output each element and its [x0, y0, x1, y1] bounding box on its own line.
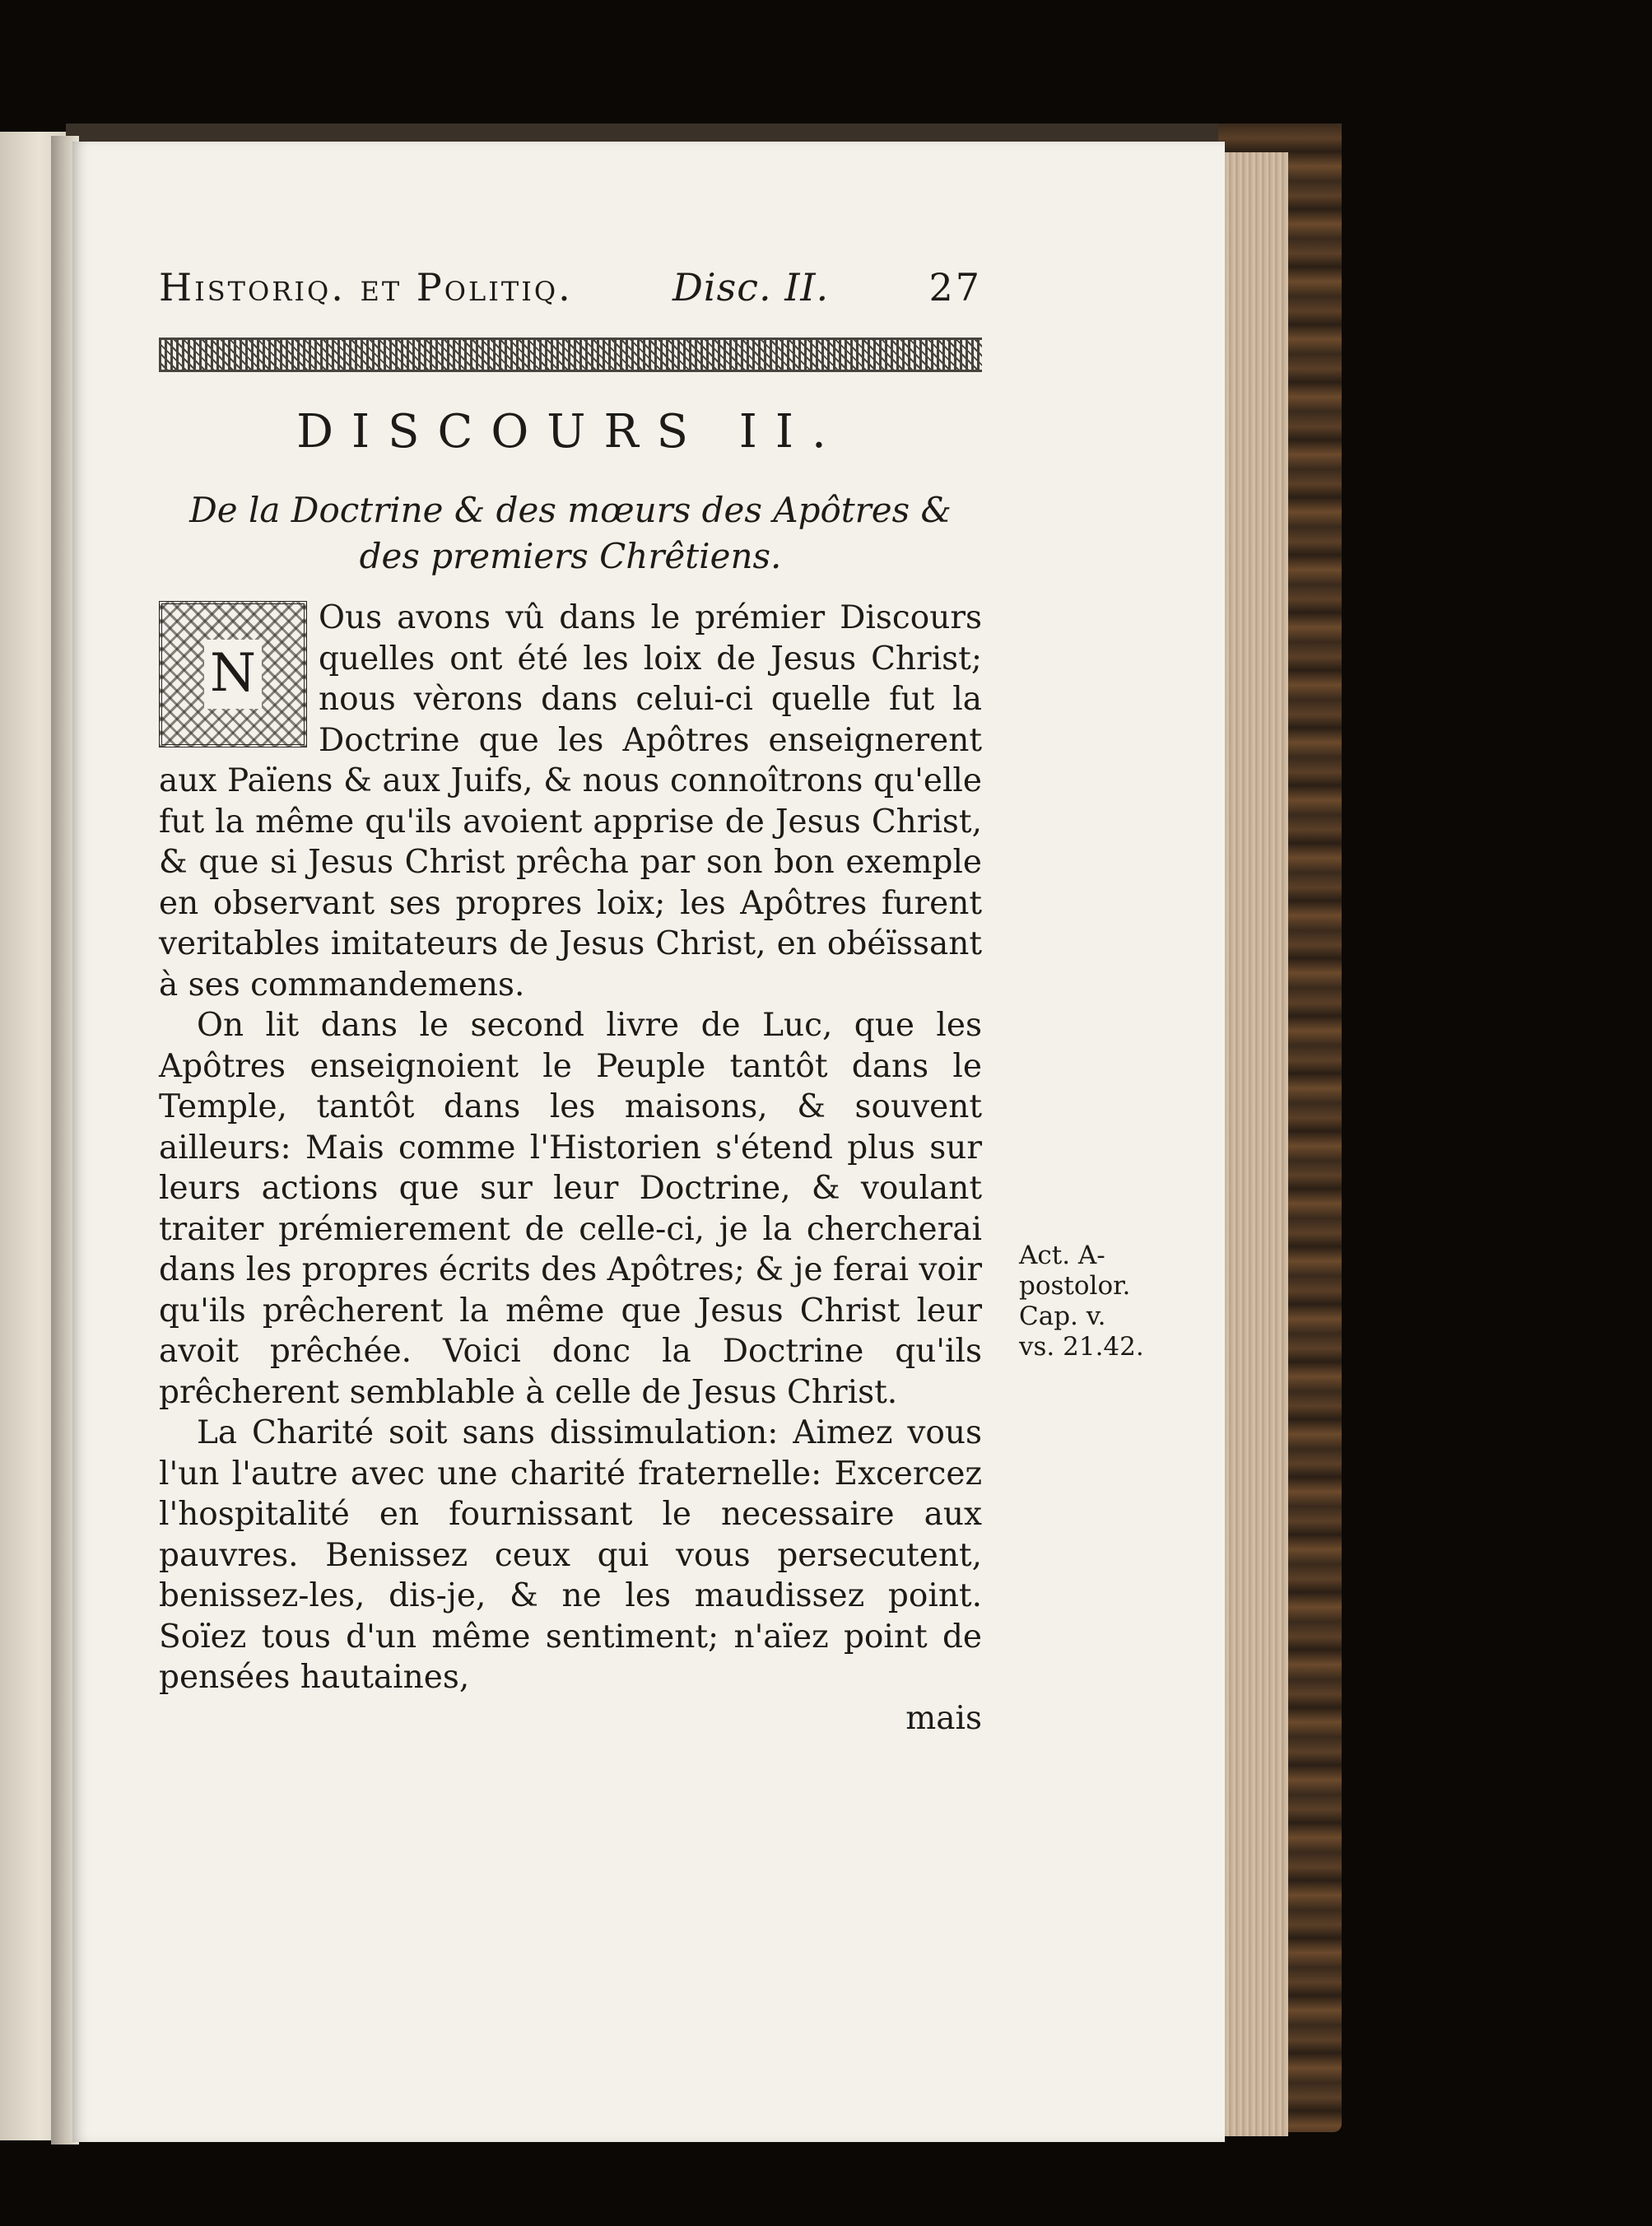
- catchword: mais: [905, 1699, 982, 1737]
- running-head-discourse: Disc. II.: [672, 265, 830, 310]
- margin-note: [1019, 1241, 1159, 1362]
- body-text: [159, 598, 982, 1739]
- chapter-title: DISCOURS II.: [296, 405, 845, 459]
- headpiece-ornament: [159, 338, 982, 372]
- drop-cap-ornament: [159, 601, 307, 747]
- chapter-subtitle: De la Doctrine & des mœurs des Apôtres & des premiers Chrêtiens.: [189, 490, 952, 576]
- margin-note-line: vs. 21.42.: [1019, 1332, 1144, 1362]
- paragraph-3: La Charité soit sans dissimulation: Aimez vous l'un l'autre avec une charité fraternelle: Excercez l'hospitalité en fournissant le necessaire aux pauvres. Benissez ceux qui vous persecutent, benissez-les, dis-je, & ne les maudissez point. Soïez tous d'un même sentiment; n'aïez point de pensées hautaines,: [159, 1414, 982, 1696]
- paragraph-1: [159, 598, 982, 1005]
- text-block: [159, 265, 1144, 1739]
- book-page: [72, 142, 1225, 2142]
- margin-note-line: Act. A-: [1019, 1241, 1105, 1270]
- page-number: 27: [928, 265, 982, 310]
- running-head-title: Historiq. et Politiq.: [159, 265, 573, 310]
- margin-note-line: postolor.: [1019, 1271, 1131, 1301]
- drop-cap-letter: N: [204, 640, 262, 709]
- paragraph-1-text: Ous avons vû dans le prémier Discours quelles ont été les loix de Jesus Christ; nous vèrons dans celui-ci quelle fut la Doctrine que les Apôtres enseignerent aux Païens & aux Juifs, & nous connoîtrons qu'elle fut la même qu'ils avoient apprise de Jesus Christ, & que si Jesus Christ prêcha par son bon exemple en observant ses propres loix; les Apôtres furent veritables imitateurs de Jesus Christ, en obéïssant à ses commandemens.: [159, 599, 982, 1004]
- paragraph-2: On lit dans le second livre de Luc, que les Apôtres enseignoient le Peuple tantôt dans le Temple, tantôt dans les maisons, & souvent ailleurs: Mais comme l'Historien s'étend plus sur leurs actions que sur leur Doctrine, & voulant traiter prémierement de celle-ci, je la chercherai dans les propres écrits des Apôtres; & je ferai voir qu'ils prêcherent la même que Jesus Christ leur avoit prêchée. Voici donc la Doctrine qu'ils prêcherent semblable à celle de Jesus Christ.: [159, 1007, 982, 1411]
- running-head: [159, 265, 982, 316]
- margin-note-line: Cap. v.: [1019, 1302, 1106, 1331]
